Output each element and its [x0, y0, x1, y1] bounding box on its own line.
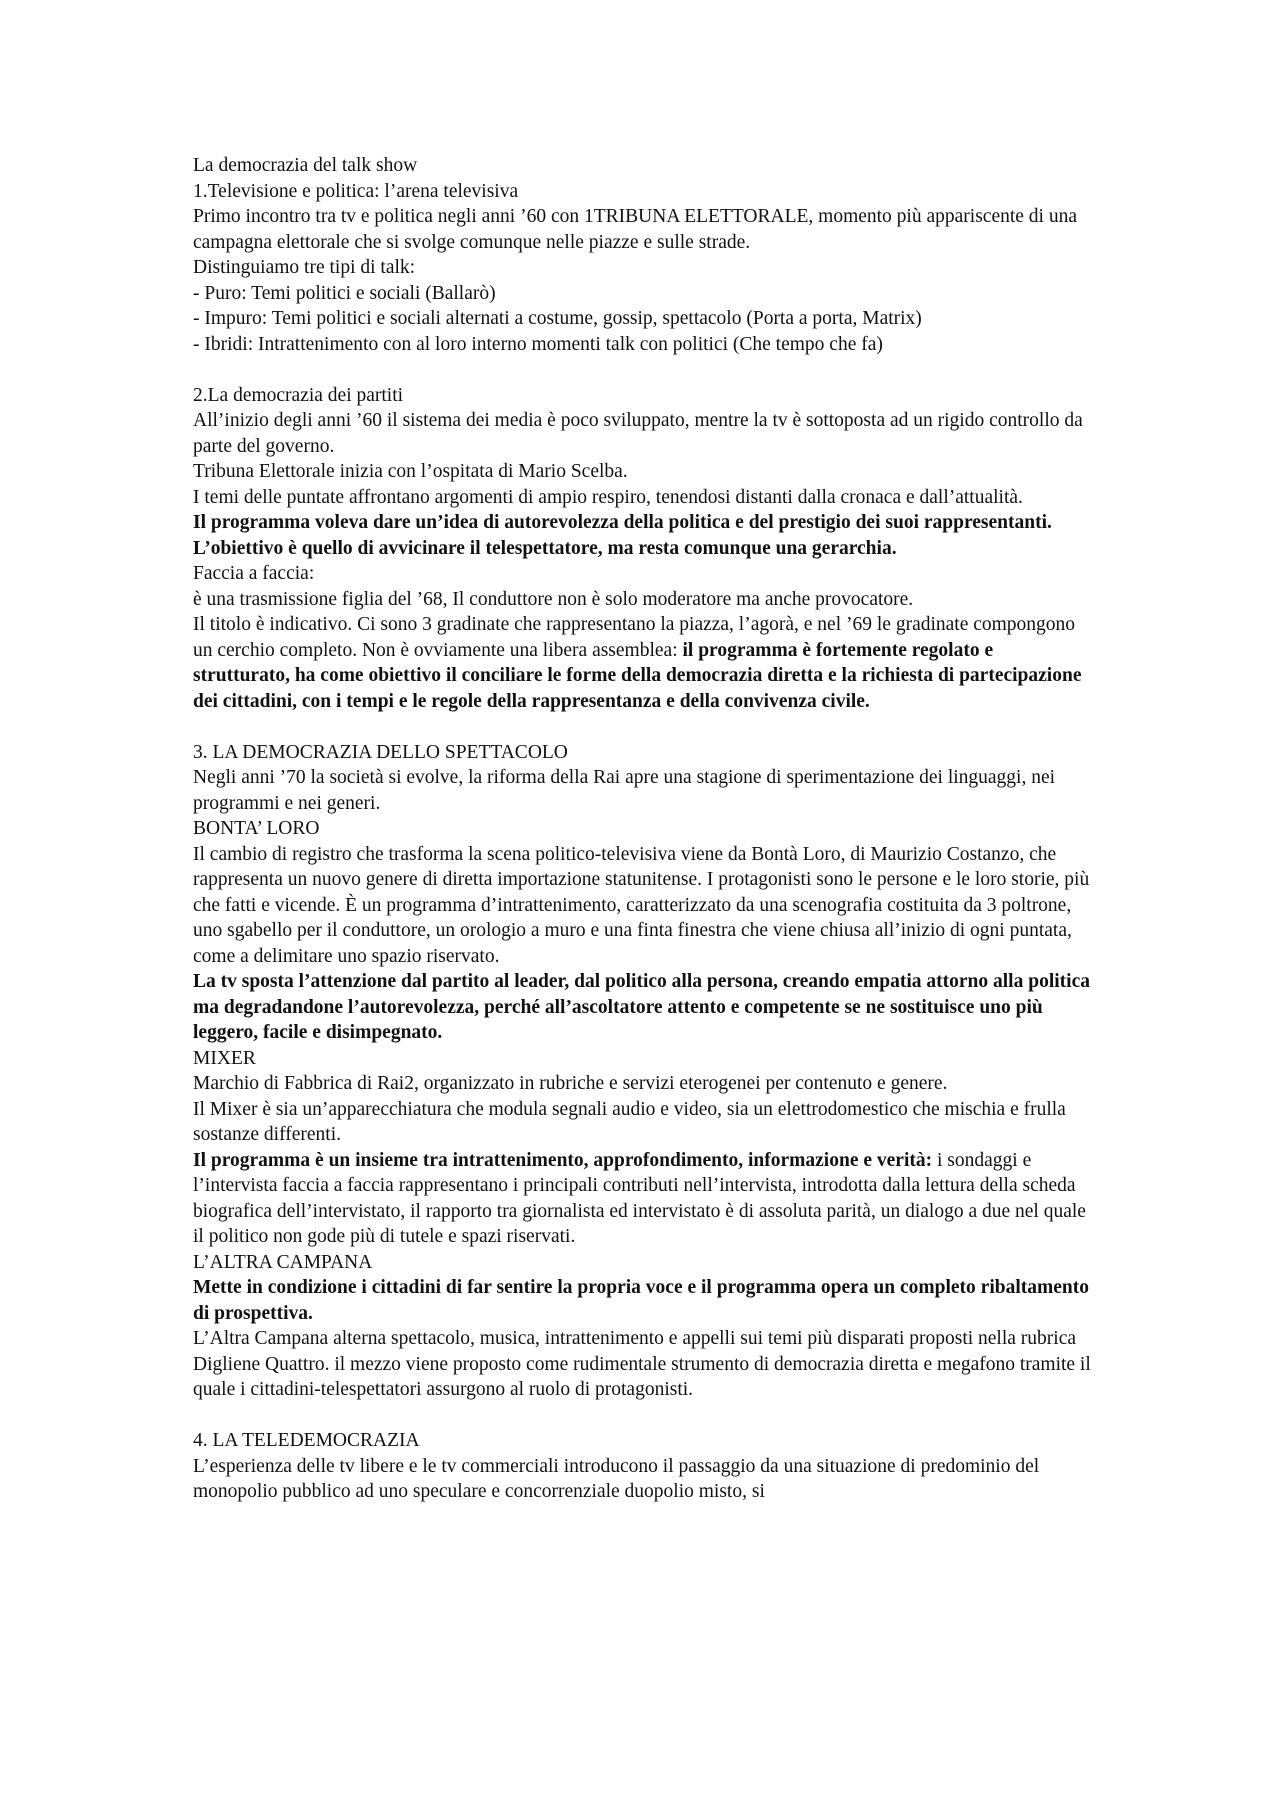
section-4-heading: 4. LA TELEDEMOCRAZIA: [193, 1430, 420, 1451]
faccia-a-faccia-title: Faccia a faccia:: [193, 563, 315, 584]
talk-types-intro: Distinguiamo tre tipi di talk:: [193, 257, 416, 278]
section-2-bold-paragraph: [193, 510, 1093, 561]
altra-campana-bold-paragraph: [193, 1275, 1093, 1326]
plain-text: i sondaggi e l’intervista faccia a faccia rappresentano i principali contributi nell’intervista, introdotta dalla lettura della scheda biografica dell’intervistato, il rapporto tra giornalista ed intervistato è di assoluta parità, un dialogo a due nel quale il politico non gode più di tutele e spazi riservati.: [193, 1149, 1086, 1247]
talk-type-puro: - Puro: Temi politici e sociali (Ballarò): [193, 282, 496, 304]
section-1-heading: 1.Televisione e politica: l’arena televisiva: [193, 180, 519, 202]
section-1-intro: Primo incontro tra tv e politica negli anni ’60 con 1TRIBUNA ELETTORALE, momento più appariscente di una campagna elettorale che si svolge comunque nelle piazze e sulle strade.: [193, 206, 1077, 253]
mixer-paragraph: Marchio di Fabbrica di Rai2, organizzato in rubriche e servizi eterogenei per contenuto e genere.: [193, 1073, 948, 1094]
mixer-paragraph: Il Mixer è sia un’apparecchiatura che modula segnali audio e video, sia un elettrodomestico che mischia e frulla sostanze differenti.: [193, 1098, 1066, 1145]
faccia-a-faccia-paragraph: [193, 612, 1093, 714]
section-2-heading: 2.La democrazia dei partiti: [193, 384, 404, 406]
section-2-paragraph: All’inizio degli anni ’60 il sistema dei media è poco sviluppato, mentre la tv è sottoposta ad un rigido controllo da parte del governo.: [193, 410, 1083, 457]
faccia-a-faccia-paragraph: è una trasmissione figlia del ’68, Il conduttore non è solo moderatore ma anche provocatore.: [193, 588, 914, 610]
spacer: [193, 357, 1093, 383]
altra-campana-title: L’ALTRA CAMPANA: [193, 1251, 373, 1273]
bold-text: Il programma è un insieme tra intrattenimento, approfondimento, informazione e verità:: [193, 1149, 933, 1171]
mixer-title: MIXER: [193, 1047, 256, 1069]
talk-type-ibridi: - Ibridi: Intrattenimento con al loro interno momenti talk con politici (Che tempo che fa): [193, 333, 883, 355]
bold-text: La tv sposta l’attenzione dal partito al leader, dal politico alla persona, creando empatia attorno alla politica ma degradandone l’autorevolezza, perché all’ascoltatore attento e competente se ne sostituisce uno più leggero, facile e disimpegnato.: [193, 971, 1090, 1043]
spacer: [193, 714, 1093, 740]
altra-campana-paragraph: L’Altra Campana alterna spettacolo, musica, intrattenimento e appelli sui temi più disparati proposti nella rubrica Digliene Quattro. il mezzo viene proposto come rudimentale strumento di democrazia diretta e megafono tramite il quale i cittadini-telespettatori assurgono al ruolo di protagonisti.: [193, 1328, 1091, 1400]
spacer: [193, 1403, 1093, 1429]
section-2-paragraph: I temi delle puntate affrontano argomenti di ampio respiro, tenendosi distanti dalla cronaca e dall’attualità.: [193, 486, 1023, 508]
document-title: La democrazia del talk show: [193, 155, 418, 176]
mixer-paragraph: [193, 1148, 1093, 1250]
talk-type-impuro: - Impuro: Temi politici e sociali alternati a costume, gossip, spettacolo (Porta a porta, Matrix): [193, 308, 922, 329]
bold-text: Mette in condizione i cittadini di far sentire la propria voce e il programma opera un completo ribaltamento di prospettiva.: [193, 1277, 1089, 1324]
bold-text: il programma è fortemente regolato e strutturato, ha come obiettivo il conciliare le forme della democrazia diretta e la richiesta di partecipazione dei cittadini, con i tempi e le regole della rappresentanza e della convivenza civile.: [193, 639, 1082, 712]
bold-text: Il programma voleva dare un’idea di autorevolezza della politica e del prestigio dei suoi rappresentanti. L’obiettivo è quello di avvicinare il telespettatore, ma resta comunque una gerarchia.: [193, 512, 1052, 559]
section-2-paragraph: Tribuna Elettorale inizia con l’ospitata di Mario Scelba.: [193, 461, 628, 482]
bonta-loro-paragraph: Il cambio di registro che trasforma la scena politico-televisiva viene da Bontà Loro, di Maurizio Costanzo, che rappresenta un nuovo genere di diretta importazione statunitense. I protagonisti sono le persone e le loro storie, più che fatti e vicende. È un programma d’intrattenimento, caratterizzato da una scenografia costituita da 3 poltrone, uno sgabello per il conduttore, un orologio a muro e una finta finestra che viene chiusa all’inizio di ogni puntata, come a delimitare uno spazio riservato.: [193, 843, 1090, 967]
section-3-intro: Negli anni ’70 la società si evolve, la riforma della Rai apre una stagione di sperimentazione dei linguaggi, nei programmi e nei generi.: [193, 767, 1056, 814]
bonta-loro-title: BONTA’ LORO: [193, 818, 320, 839]
section-3-heading: 3. LA DEMOCRAZIA DELLO SPETTACOLO: [193, 741, 568, 763]
document-page: [193, 153, 1093, 1505]
section-4-paragraph: L’esperienza delle tv libere e le tv commerciali introducono il passaggio da una situazione di predominio del monopolio pubblico ad uno speculare e concorrenziale duopolio misto, si: [193, 1455, 1040, 1502]
bonta-loro-bold-paragraph: [193, 969, 1093, 1046]
plain-text: Il titolo è indicativo. Ci sono 3 gradinate che rappresentano la piazza, l’agorà, e nel ’69 le gradinate compongono un cerchio completo. Non è ovviamente una libera assemblea:: [193, 614, 1076, 661]
